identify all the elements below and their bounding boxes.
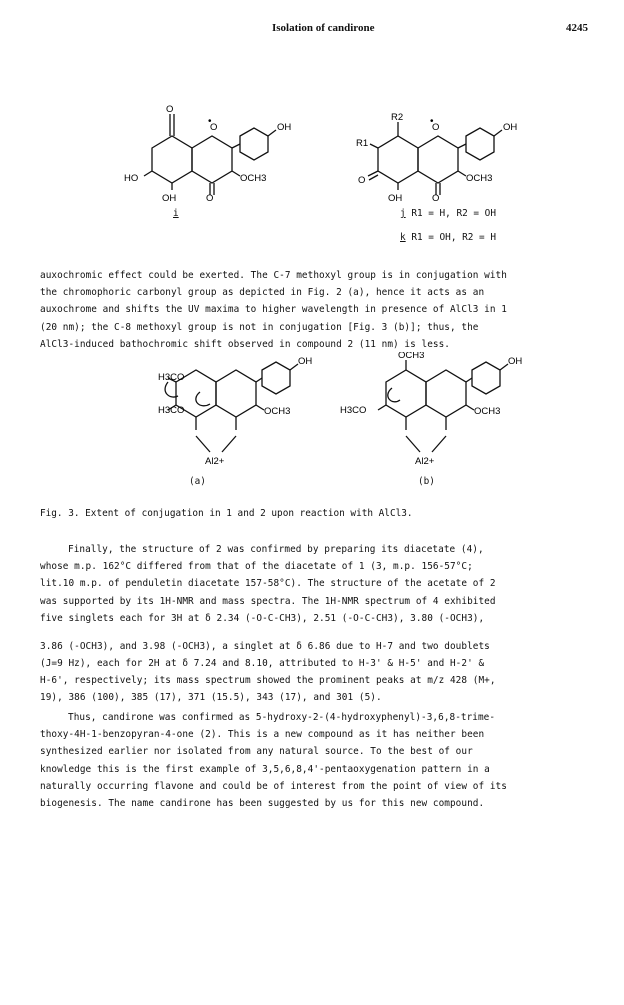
atom-o-ring-jk: O [432, 122, 440, 133]
label-i-text: i [173, 208, 179, 219]
figure-3 [0, 352, 624, 492]
top-structures-figure [0, 50, 624, 250]
paragraph-2-line: whose m.p. 162°C differed from that of the diacetate of 1 (3, m.p. 156-57°C; [40, 561, 473, 573]
atom-o: O [166, 104, 174, 115]
structure-jk-ring-b [466, 128, 494, 160]
label-k-letter: k [400, 232, 406, 243]
paragraph-3-line: naturally occurring flavone and could be of interest from the point of view of its [40, 780, 507, 792]
atom-o-bottom-jk: O [432, 193, 440, 204]
label-j-letter: j [400, 208, 406, 219]
paragraph-2-line: lit.10 m.p. of penduletin diacetate 157-58°C). The structure of the acetate of 2 [40, 578, 496, 590]
label-k [400, 232, 496, 243]
atom-och3-b-top: OCH3 [398, 352, 425, 361]
atom-oh-b: OH [508, 356, 523, 367]
paragraph-2-line: H-6', respectively; its mass spectrum showed the prominent peaks at m/z 428 (M+, [40, 675, 496, 687]
atom-al-a: Al2+ [205, 456, 225, 467]
paragraph-2 [40, 541, 496, 707]
paragraph-3-line: knowledge this is the first example of 3,5,6,8,4'-pentaoxygenation pattern in a [40, 763, 490, 775]
label-i [173, 208, 179, 219]
atom-o-bottom-i: O [206, 193, 214, 204]
paragraph-3-line: Thus, candirone was confirmed as 5-hydroxy-2-(4-hydroxyphenyl)-3,6,8-trime- [68, 712, 496, 723]
atom-al-b: Al2+ [415, 456, 435, 467]
paragraph-3 [40, 709, 507, 812]
paragraph-3-line: synthesized earlier nor isolated from any natural source. To the best of our [40, 746, 473, 758]
paragraph-1-line: auxochrome and shifts the UV maxima to higher wavelength in presence of AlCl3 in 1 [40, 304, 507, 316]
structure-jk-ring-a [378, 136, 418, 183]
paragraph-2-line: five singlets each for 3H at δ 2.34 (-O-C-CH3), 2.51 (-O-C-CH3), 3.80 (-OCH3), [40, 612, 485, 624]
paragraph-1 [40, 267, 507, 353]
paragraph-1-line: auxochromic effect could be exerted. The C-7 methoxyl group is in conjugation with [40, 270, 507, 281]
figure-3-caption: Fig. 3. Extent of conjugation in 1 and 2 upon reaction with AlCl3. [40, 508, 413, 519]
atom-oh-i: OH [277, 122, 292, 133]
structure-jk-ring-c [418, 136, 458, 183]
atom-oh-jk: OH [503, 122, 518, 133]
paragraph-3-line: thoxy-4H-1-benzopyran-4-one (2). This is a new compound as it has neither been [40, 729, 485, 741]
label-k-text: R1 = OH, R2 = H [411, 232, 496, 243]
paragraph-1-line: (20 nm); the C-8 methoxyl group is not in conjugation [Fig. 3 (b)]; thus, the [40, 321, 479, 333]
atom-och3-i: OCH3 [240, 173, 267, 184]
atom-oh-bottom-i: OH [162, 193, 177, 204]
running-title: Isolation of candirone [272, 22, 375, 34]
paragraph-2-line: 19), 386 (100), 385 (17), 371 (15.5), 343 (17), and 301 (5). [40, 692, 382, 704]
label-j-text: R1 = H, R2 = OH [411, 208, 496, 219]
atom-ho-i: HO [124, 173, 139, 184]
atom-och3-jk: OCH3 [466, 173, 493, 184]
atom-och3-a: OCH3 [264, 406, 291, 417]
atom-oh-bottom-jk: OH [388, 193, 403, 204]
paragraph-2-line: was supported by its 1H-NMR and mass spectra. The 1H-NMR spectrum of 4 exhibited [40, 595, 496, 607]
atom-h3co-a2: H3CO [158, 405, 185, 416]
running-head [0, 22, 624, 38]
atom-o-left-jk: O [358, 175, 366, 186]
structure-i-ring-c [192, 136, 232, 183]
radical-dot-i: • [208, 116, 212, 127]
structure-i-ring-a [152, 136, 192, 183]
paragraph-2-line: 3.86 (-OCH3), and 3.98 (-OCH3), a singlet at δ 6.86 due to H-7 and two doublets [40, 640, 490, 652]
figure-3b-label: (b) [418, 476, 435, 487]
radical-dot-jk: • [430, 116, 434, 127]
atom-r1: R1 [356, 138, 369, 149]
label-j [400, 208, 496, 219]
paragraph-2-line: Finally, the structure of 2 was confirmed by preparing its diacetate (4), [68, 544, 484, 555]
structure-i-ring-b [240, 128, 268, 160]
paragraph-3-line: biogenesis. The name candirone has been suggested by us for this new compound. [40, 797, 485, 809]
atom-h3co-b: H3CO [340, 405, 367, 416]
figure-3a-label: (a) [189, 476, 206, 487]
paragraph-2-line: (J=9 Hz), each for 2H at δ 7.24 and 8.10, attributed to H-3' & H-5' and H-2' & [40, 657, 485, 669]
atom-r2: R2 [391, 112, 404, 123]
paragraph-1-line: the chromophoric carbonyl group as depicted in Fig. 2 (a), hence it acts as an [40, 287, 485, 299]
atom-och3-b: OCH3 [474, 406, 501, 417]
atom-oh-a: OH [298, 356, 313, 367]
paragraph-1-line: AlCl3-induced bathochromic shift observed in compound 2 (11 nm) is less. [40, 338, 450, 350]
atom-h3co-a1: H3CO [158, 372, 185, 383]
atom-o-ring-i: O [210, 122, 218, 133]
page-number: 4245 [566, 22, 588, 34]
